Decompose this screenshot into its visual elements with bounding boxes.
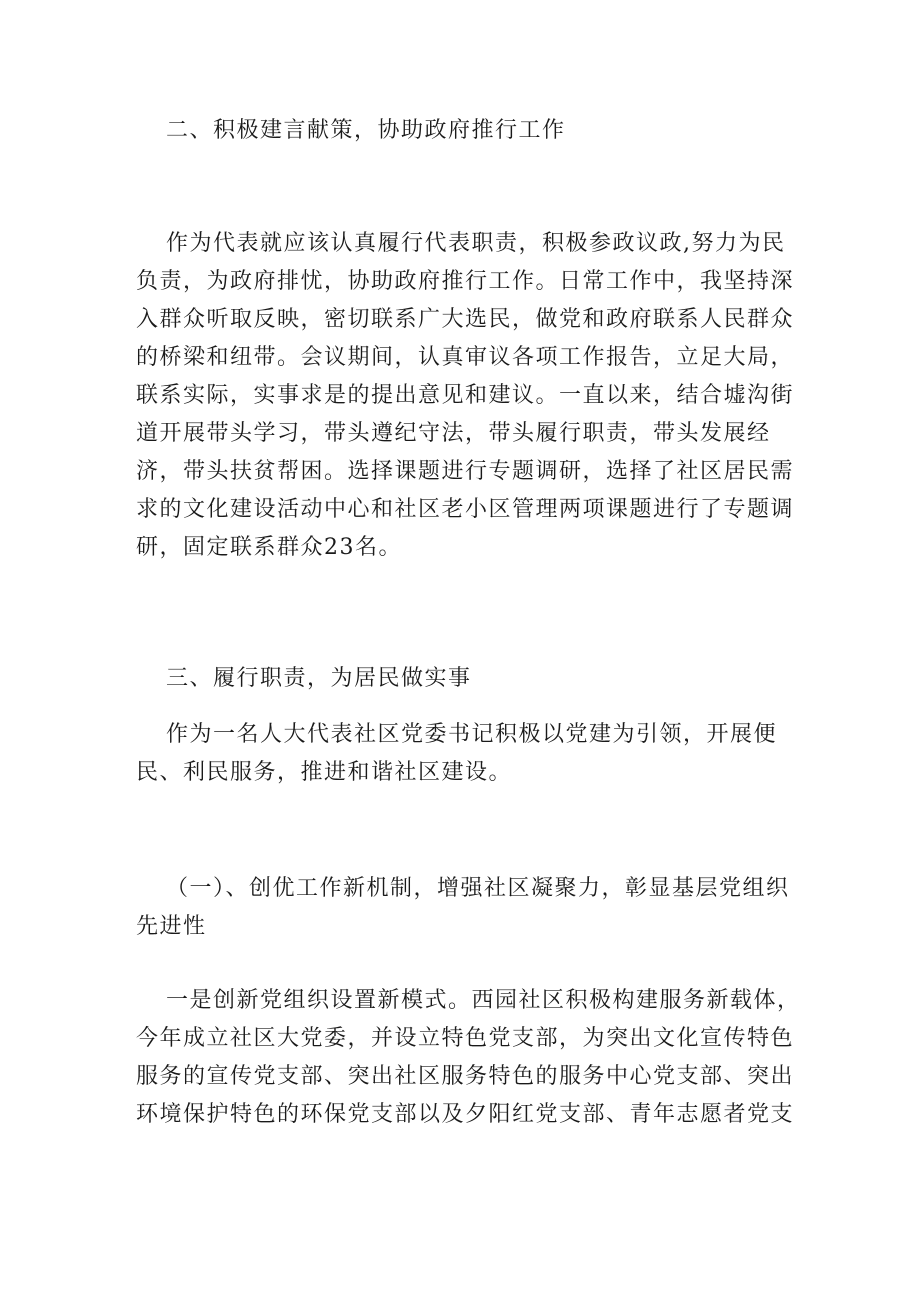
paragraph-line: 作为代表就应该认真履行代表职责，积极参政议政,努力为民 xyxy=(166,231,786,256)
paragraph-line: 道开展带头学习，带头遵纪守法，带头履行职责，带头发展经 xyxy=(136,421,771,446)
heading-line: 二、积极建言献策，协助政府推行工作 xyxy=(166,118,566,143)
paragraph-line: 研，固定联系群众23名。 xyxy=(136,535,402,560)
heading-line: 三、履行职责，为居民做实事 xyxy=(166,666,472,691)
paragraph-line: 民、利民服务，推进和谐社区建设。 xyxy=(136,760,513,785)
paragraph-line: 的桥梁和纽带。会议期间，认真审议各项工作报告，立足大局， xyxy=(136,345,795,370)
subsection-one-heading xyxy=(136,870,796,946)
heading-line: （一）、创优工作新机制，增强社区凝聚力，彰显基层党组织 xyxy=(166,876,790,901)
paragraph-line: 服务的宣传党支部、突出社区服务特色的服务中心党支部、突出 xyxy=(136,1064,795,1089)
section-three-heading xyxy=(136,660,796,698)
paragraph-line: 济，带头扶贫帮困。选择课题进行专题调研，选择了社区居民需 xyxy=(136,459,795,484)
section-three-paragraph xyxy=(136,716,796,792)
paragraph-line: 负责，为政府排忧，协助政府推行工作。日常工作中，我坚持深 xyxy=(136,269,795,294)
paragraph-line: 入群众听取反映，密切联系广大选民，做党和政府联系人民群众 xyxy=(136,307,795,332)
section-two-heading xyxy=(136,112,796,150)
paragraph-line: 作为一名人大代表社区党委书记积极以党建为引领，开展便 xyxy=(166,722,778,747)
paragraph-line: 一是创新党组织设置新模式。西园社区积极构建服务新载体， xyxy=(166,988,801,1013)
section-two-paragraph xyxy=(136,225,796,567)
paragraph-line: 求的文化建设活动中心和社区老小区管理两项课题进行了专题调 xyxy=(136,497,795,522)
heading-line: 先进性 xyxy=(136,914,207,939)
paragraph-line: 环境保护特色的环保党支部以及夕阳红党支部、青年志愿者党支 xyxy=(136,1102,795,1127)
paragraph-line: 联系实际，实事求是的提出意见和建议。一直以来，结合墟沟街 xyxy=(136,383,795,408)
subsection-one-paragraph xyxy=(136,982,801,1134)
paragraph-line: 今年成立社区大党委，并设立特色党支部，为突出文化宣传特色 xyxy=(136,1026,795,1051)
